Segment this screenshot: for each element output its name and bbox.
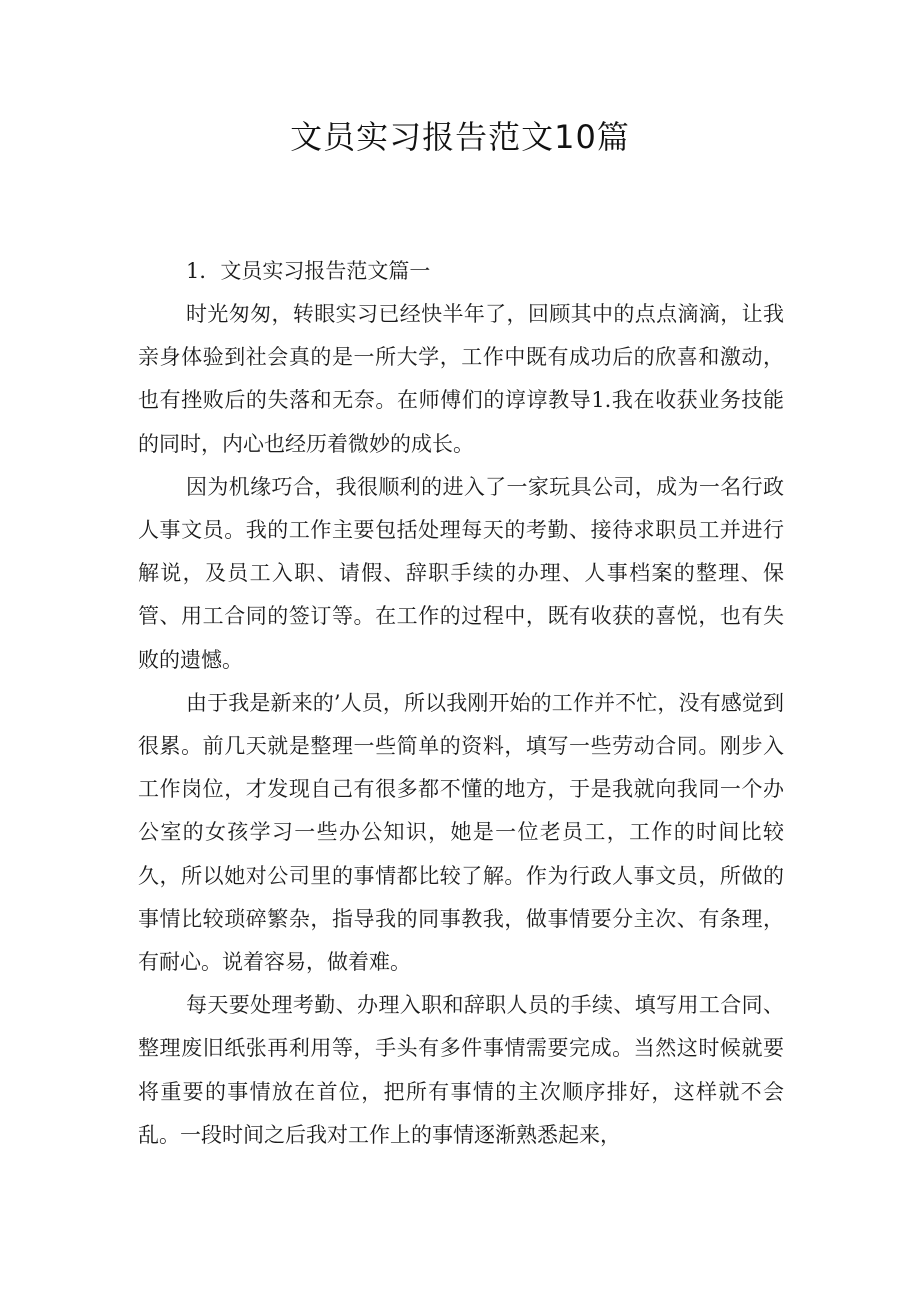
document-body bbox=[138, 250, 784, 1157]
document-title: 文员实习报告范文10篇 bbox=[290, 118, 630, 156]
paragraph-2: 因为机缘巧合，我很顺利的进入了一家玩具公司，成为一名行政人事文员。我的工作主要包括处理每天的考勤、接待求职员工并进行解说，及员工入职、请假、辞职手续的办理、人事档案的整理、保管、用工合同的签订等。在工作的过程中，既有收获的喜悦，也有失败的遗憾。 bbox=[138, 474, 784, 672]
paragraph-1: 时光匆匆，转眼实习已经快半年了，回顾其中的点点滴滴，让我亲身体验到社会真的是一所大学，工作中既有成功后的欣喜和激动，也有挫败后的失落和无奈。在师傅们的谆谆教导1.我在收获业务技能的同时，内心也经历着微妙的成长。 bbox=[138, 302, 784, 456]
section-heading: 1．文员实习报告范文篇一 bbox=[186, 259, 431, 283]
paragraph-4: 每天要处理考勤、办理入职和辞职人员的手续、填写用工合同、整理废旧纸张再利用等，手头有多件事情需要完成。当然这时候就要将重要的事情放在首位，把所有事情的主次顺序排好，这样就不会乱。一段时间之后我对工作上的事情逐渐熟悉起来， bbox=[138, 993, 784, 1147]
paragraph-3: 由于我是新来的’人员，所以我刚开始的工作并不忙，没有感觉到很累。前几天就是整理一些简单的资料，填写一些劳动合同。刚步入工作岗位，才发现自己有很多都不懂的地方，于是我就向我同一个办公室的女孩学习一些办公知识，她是一位老员工，工作的时间比较久，所以她对公司里的事情都比较了解。作为行政人事文员，所做的事情比较琐碎繁杂，指导我的同事教我，做事情要分主次、有条理，有耐心。说着容易，做着难。 bbox=[138, 690, 784, 975]
